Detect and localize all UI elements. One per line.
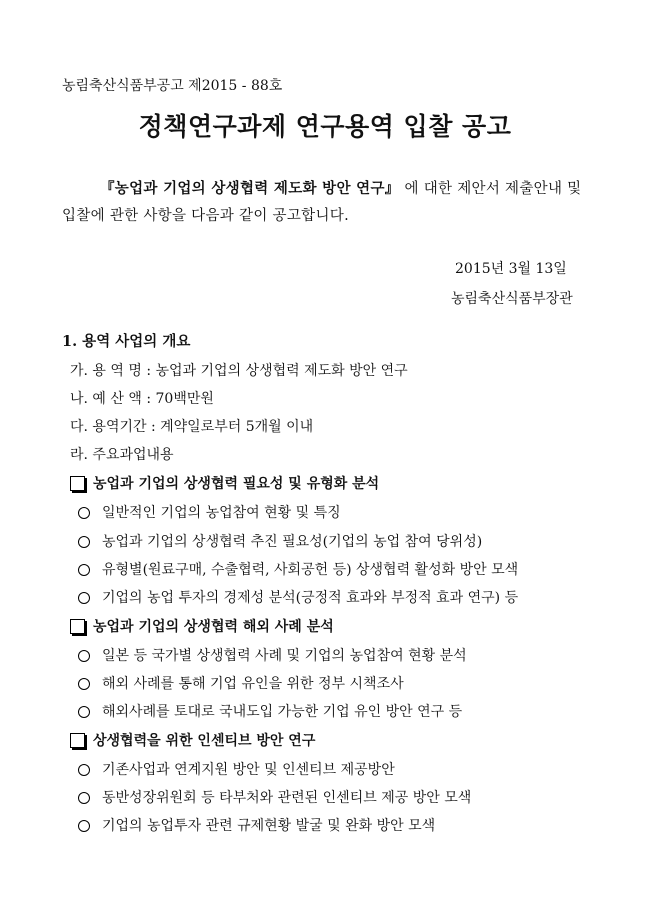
intro-line-2: 입찰에 관한 사항을 다음과 같이 공고합니다. bbox=[62, 208, 349, 224]
task-bullet-text: 농업과 기업의 상생협력 추진 필요성(기업의 농업 참여 당위성) bbox=[102, 534, 483, 550]
task-bullet bbox=[78, 701, 462, 721]
overview-item: 나. 예 산 액 : 70백만원 bbox=[70, 391, 214, 407]
task-bullet bbox=[78, 587, 518, 607]
task-bullet-text: 해외사례를 토대로 국내도입 가능한 기업 유인 방안 연구 등 bbox=[102, 704, 463, 720]
task-group-heading-text: 상생협력을 위한 인센티브 방안 연구 bbox=[93, 733, 316, 749]
circle-bullet-icon bbox=[78, 592, 90, 604]
section-title: 1. 용역 사업의 개요 bbox=[62, 333, 191, 350]
notice-date: 2015년 3월 13일 bbox=[455, 261, 567, 277]
circle-bullet-icon bbox=[78, 820, 90, 832]
circle-bullet-icon bbox=[78, 706, 90, 718]
task-bullet bbox=[78, 531, 482, 551]
intro-line-1-rest: 에 대한 제안서 제출안내 및 bbox=[399, 181, 582, 197]
notice-number: 농림축산식품부공고 제2015 - 88호 bbox=[62, 78, 283, 94]
task-group-heading bbox=[70, 730, 315, 750]
task-bullet-text: 동반성장위원회 등 타부처와 관련된 인센티브 제공 방안 모색 bbox=[102, 790, 472, 806]
task-bullet-text: 기존사업과 연계지원 방안 및 인센티브 제공방안 bbox=[102, 762, 395, 778]
circle-bullet-icon bbox=[78, 792, 90, 804]
circle-bullet-icon bbox=[78, 764, 90, 776]
task-bullet bbox=[78, 815, 435, 835]
circle-bullet-icon bbox=[78, 678, 90, 690]
signer: 농림축산식품부장관 bbox=[451, 291, 573, 307]
task-bullet-text: 일반적인 기업의 농업참여 현황 및 특징 bbox=[102, 505, 341, 521]
circle-bullet-icon bbox=[78, 536, 90, 548]
circle-bullet-icon bbox=[78, 564, 90, 576]
overview-item: 다. 용역기간 : 계약일로부터 5개월 이내 bbox=[70, 419, 314, 435]
square-box-icon bbox=[70, 619, 85, 634]
task-bullet bbox=[78, 759, 395, 779]
task-bullet-text: 기업의 농업 투자의 경제성 분석(긍정적 효과와 부정적 효과 연구) 등 bbox=[102, 590, 519, 606]
square-box-icon bbox=[70, 476, 85, 491]
task-group-heading bbox=[70, 616, 334, 636]
circle-bullet-icon bbox=[78, 650, 90, 662]
task-group-heading-text: 농업과 기업의 상생협력 해외 사례 분석 bbox=[93, 619, 334, 635]
task-bullet bbox=[78, 673, 404, 693]
task-group-heading-text: 농업과 기업의 상생협력 필요성 및 유형화 분석 bbox=[93, 476, 380, 492]
task-bullet bbox=[78, 787, 471, 807]
task-bullet-text: 일본 등 국가별 상생협력 사례 및 기업의 농업참여 현황 분석 bbox=[102, 648, 467, 664]
task-bullet bbox=[78, 559, 518, 579]
task-bullet bbox=[78, 502, 341, 522]
circle-bullet-icon bbox=[78, 507, 90, 519]
page-title: 정책연구과제 연구용역 입찰 공고 bbox=[138, 112, 512, 141]
project-name: 『농업과 기업의 상생협력 제도화 방안 연구』 bbox=[100, 180, 400, 197]
task-bullet-text: 유형별(원료구매, 수출협력, 사회공헌 등) 상생협력 활성화 방안 모색 bbox=[102, 562, 519, 578]
task-bullet-text: 기업의 농업투자 관련 규제현황 발굴 및 완화 방안 모색 bbox=[102, 818, 436, 834]
task-bullet-text: 해외 사례를 통해 기업 유인을 위한 정부 시책조사 bbox=[102, 676, 404, 692]
overview-item: 가. 용 역 명 : 농업과 기업의 상생협력 제도화 방안 연구 bbox=[70, 363, 408, 379]
square-box-icon bbox=[70, 733, 85, 748]
task-bullet bbox=[78, 645, 467, 665]
task-group-heading bbox=[70, 473, 379, 493]
overview-item: 라. 주요과업내용 bbox=[70, 447, 174, 463]
intro-line-1 bbox=[100, 177, 581, 198]
